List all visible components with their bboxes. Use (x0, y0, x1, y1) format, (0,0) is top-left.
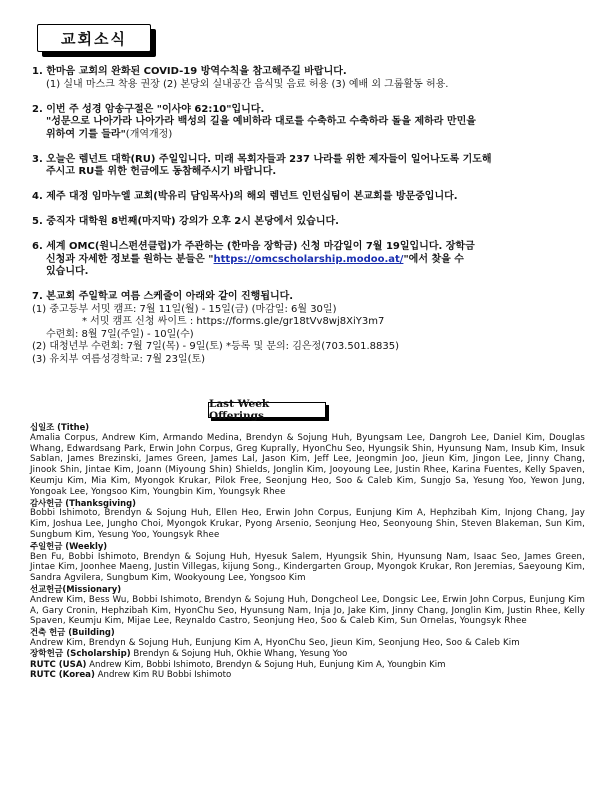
offering-names: Amalia Corpus, Andrew Kim, Armando Medina, Brendyn & Sojung Huh, Byungsam Lee, Dangroh Lee, Daniel Kim, Douglas Whang, Edwardsang Park, Erwin John Corpus, Greg Kuprally, HyonChu Seo, Hyungsik Shin, Hyunsung Nam, Insub Kim, Insuk Sablan, James Brezinski, James Green, James Lal, Jason Kim, Jeff Lee, Jeongmin Joo, Jieun Kim, Jingon Lee, Jinny Chang, Jinook Shin, Jintae Kim, Joann (Miyoung Shin) Shields, Jonglin Kim, Jooyoung Lee, Justin Rhee, Karina Fuentes, Kelly Spaven, Keumju Kim, Mia Kim, Myongok Krukar, Pilok Free, Seonjung Heo, Soo & Caleb Kim, Sungjo Sa, Yesung Yoo, Yewon Jung, Yongoak Lee, Yongsoo Kim, Youngbin Kim, Youngsyk Rhee (30, 432, 585, 497)
notice-sub: 주시고 RU를 위한 헌금에도 동참해주시기 바랍니다. (46, 166, 277, 177)
offering-group (30, 541, 585, 584)
notice-sub (32, 254, 580, 267)
notice-head: 7. 본교회 주일학교 여름 스케줄이 아래와 같이 진행됩니다. (32, 291, 294, 302)
notice-head: 6. 세계 OMC(원니스펀션클럽)가 주관하는 (한마음 장학금) 신청 마감일이 7월 19일입니다. 장학금 (32, 241, 475, 252)
schedule-line: (2) 대청년부 수련회: 7월 7일(목) - 9일(토) *등록 및 문의: 김은정(703.501.8835) (32, 341, 399, 352)
offering-names: Andrew Kim, Bess Wu, Bobbi Ishimoto, Brendyn & Sojung Huh, Dongcheol Lee, Dongsic Lee, Erwin John Corpus, Eunjung Kim A, Gary Cronin, Hephzibah Kim, HyonChu Seo, Hyunsung Nam, Inja Jo, Jake Kim, Jinny Chang, Jonglin Kim, Justin Rhee, Kelly Spaven, Keumju Kim, Mijae Lee, Reynaldo Castro, Seonjung Heo, Soo & Caleb Kim, Sun Ornelas, Youngsyk Rhee (30, 594, 585, 627)
offering-names: Brendyn & Sojung Huh, Okhie Whang, Yesung Yoo (130, 648, 348, 659)
schedule-line: * 서밋 캠프 신청 싸이트 : https://forms.gle/gr18tVv8wj8XiY3m7 (82, 316, 385, 327)
offering-category: 감사헌금 (Thanksgiving) (30, 497, 136, 508)
offering-category: RUTC (Korea) (30, 670, 95, 681)
offering-group (30, 422, 585, 498)
offering-group (30, 498, 585, 541)
notice-text: 신청과 자세한 정보를 원하는 분들은 " (46, 253, 214, 265)
notice-5 (32, 216, 580, 229)
schedule-line: 수련회: 8월 7일(주일) - 10일(수) (46, 328, 194, 340)
offering-names: Andrew Kim, Brendyn & Sojung Huh, Eunjung Kim A, HyonChu Seo, Jieun Kim, Seonjung Heo, Soo & Caleb Kim (30, 637, 520, 648)
notice-3 (32, 154, 580, 179)
offerings-section (30, 422, 585, 681)
offering-category: 십일조 (Tithe) (30, 422, 90, 432)
verse-text: 위하여 기를 들라" (46, 128, 126, 140)
offering-names: Bobbi Ishimoto, Brendyn & Sojung Huh, Ellen Heo, Erwin John Corpus, Eunjung Kim A, Hephzibah Kim, Injong Chang, Jay Kim, Joshua Lee, Jungho Choi, Myongok Krukar, Pyong Arsenio, Seonjung Heo, Seonyoung Shin, Steven Blakeman, Sun Kim, Sungbum Kim, Yesung Yoo, Youngsyk Rhee (30, 508, 585, 540)
notice-head: 2. 이번 주 성경 암송구절은 "이사야 62:10"입니다. (32, 103, 265, 115)
notice-head: 1. 한마음 교회의 완화된 COVID-19 방역수칙을 참고해주길 바랍니다. (32, 66, 347, 77)
offering-category: 건축 헌금 (Building) (30, 627, 115, 638)
notice-head: 3. 오늘은 렘넌트 대학(RU) 주일입니다. 미래 목회자들과 237 나라를 위한 제자들이 일어나도록 기도해 (32, 153, 492, 165)
offering-inline (30, 660, 585, 671)
offering-category: 선교헌금(Missionary) (30, 583, 122, 594)
offering-group (30, 584, 585, 627)
offering-names: Andrew Kim, Bobbi Ishimoto, Brendyn & Sojung Huh, Eunjung Kim A, Youngbin Kim (86, 659, 446, 670)
offering-names: Andrew Kim RU Bobbi Ishimoto (94, 670, 232, 681)
title-box (37, 24, 157, 58)
offering-category: 주일헌금 (Weekly) (30, 540, 108, 551)
verse-version: (개역개정) (125, 128, 173, 140)
notice-4 (32, 191, 580, 204)
notice-6 (32, 241, 580, 279)
notice-7 (32, 291, 580, 366)
notice-sub (32, 129, 580, 142)
notice-sub: (1) 실내 마스크 착용 권장 (2) 본당외 실내공간 음식및 음료 허용 (3) 예배 외 그룹활동 허용. (46, 78, 449, 90)
notice-sub: "성문으로 나아가라 나아가라 백성의 길을 예비하라 대로를 수축하고 수축하라 돌을 제하라 만민을 (46, 116, 476, 127)
offering-names: Ben Fu, Bobbi Ishimoto, Brendyn & Sojung Huh, Hyesuk Salem, Hyungsik Shin, Hyunsung Nam, Isaac Seo, James Green, Jintae Kim, Joonhee Maeng, Justin Villegas, kijung Song., Kindergarten Group, Myongok Krukar, Ron Jeremias, Saeyoung Kim, Sandra Agvilera, Sungbum Kim, Wookyoung Lee, Yongsoo Kim (30, 551, 585, 584)
scholarship-link[interactable]: https://omcscholarship.modoo.at/ (213, 253, 404, 265)
offering-category: 장학헌금 (Scholarship) (30, 648, 131, 659)
page-title: 교회소식 (37, 24, 151, 52)
offerings-title: Last Week Offerings (208, 402, 326, 418)
offerings-title-box (208, 398, 328, 422)
offering-inline (30, 649, 585, 660)
notice-1 (32, 66, 580, 91)
notice-2 (32, 104, 580, 142)
notice-head: 4. 제주 대정 임마누엘 교회(박유리 담임목사)의 해외 렘넌트 인턴십팀이 본교회를 방문중입니다. (32, 191, 458, 202)
schedule-line: (1) 중고등부 서밋 캠프: 7월 11일(월) - 15일(금) (마감일: 6월 30일) (32, 303, 337, 315)
notice-sub: 있습니다. (46, 266, 89, 277)
notice-text: "에서 찾을 수 (403, 253, 464, 265)
notice-head: 5. 중직자 대학원 8번째(마지막) 강의가 오후 2시 본당에서 있습니다. (32, 216, 339, 227)
schedule-line: (3) 유치부 여름성경학교: 7월 23일(토) (32, 353, 206, 365)
offering-inline (30, 670, 585, 681)
notices-section (32, 66, 580, 379)
offering-category: RUTC (USA) (30, 659, 87, 670)
offering-group (30, 627, 585, 649)
